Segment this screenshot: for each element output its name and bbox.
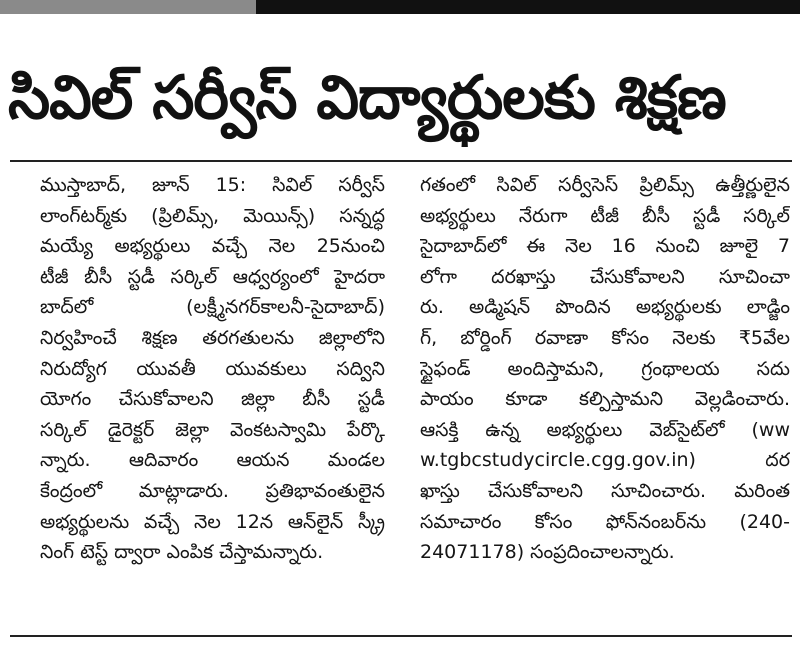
- column-line: గ్, బోర్డింగ్ రవాణా కోసం నెలకు ₹5వేల: [420, 326, 790, 349]
- headline-divider: [10, 160, 792, 162]
- column-line: టీజీ బీసీ స్టడీ సర్కిల్ ఆధ్వర్యంలో హైదరా: [40, 265, 385, 288]
- article-column-left: [40, 170, 385, 568]
- masthead-bar-black: [256, 0, 800, 14]
- column-line: మయ్యే అభ్యర్థులు వచ్చే నెల 25నుంచి: [40, 235, 385, 258]
- column-line: కేంద్రంలో మాట్లాడారు. ప్రతిభావంతులైన: [40, 479, 385, 502]
- column-line: ఖాస్తు చేసుకోవాలని సూచించారు. మరింత: [420, 479, 790, 502]
- column-line: 24071178) సంప్రదించాలన్నారు.: [420, 541, 675, 564]
- article-column-right: [420, 170, 790, 568]
- column-line: అభ్యర్థులు నేరుగా టీజీ బీసీ స్టడీ సర్కిల్: [420, 204, 790, 227]
- masthead-bar: [0, 0, 800, 14]
- column-line: సర్కిల్ డైరెక్టర్ జెల్లా వెంకటస్వామి పేర్కొ: [40, 418, 385, 441]
- column-line: రు. అడ్మిషన్ పొందిన అభ్యర్థులకు లాడ్జిం: [420, 296, 790, 319]
- column-line: నిర్వహించే శిక్షణ తరగతులను జిల్లాలోని: [40, 326, 385, 349]
- column-line: బాద్‌లో (లక్ష్మీనగర్‌కాలనీ-సైదాబాద్): [40, 296, 385, 319]
- column-line: నింగ్ టెస్ట్ ద్వారా ఎంపిక చేస్తామన్నారు.: [40, 541, 324, 564]
- column-line: స్టైఫండ్ అందిస్తామని, గ్రంథాలయ సదు: [420, 357, 790, 380]
- column-line: లోగా దరఖాస్తు చేసుకోవాలని సూచించా: [420, 265, 790, 288]
- column-line: w.tgbcstudycircle.cgg.gov.in) దర: [420, 449, 790, 472]
- masthead-bar-gray: [0, 0, 256, 14]
- column-line: లాంగ్‌టర్మ్‌కు (ప్రిలిమ్స్, మెయిన్స్) సన్నద్ధ: [40, 204, 385, 227]
- column-line: ఆసక్తి ఉన్న అభ్యర్థులు వెబ్‌సైట్‌లో (ww: [420, 418, 790, 441]
- article-headline: సివిల్ సర్వీస్ విద్యార్థులకు శిక్షణ: [8, 63, 726, 133]
- column-line: యోగం చేసుకోవాలని జిల్లా బీసీ స్టడీ: [40, 388, 385, 411]
- column-line: అభ్యర్థులను వచ్చే నెల 12న ఆన్‌లైన్ స్క్రీ: [40, 510, 385, 533]
- column-line: సైదాబాద్‌లో ఈ నెల 16 నుంచి జూలై 7: [420, 235, 790, 258]
- column-line: పాయం కూడా కల్పిస్తామని వెల్లడించారు.: [420, 388, 790, 411]
- column-line: ముస్తాబాద్, జూన్ 15: సివిల్ సర్వీస్: [40, 174, 385, 196]
- column-line: నిరుద్యోగ యువతీ యువకులు సద్విని: [40, 357, 385, 380]
- column-line: సమాచారం కోసం ఫోన్‌నంబర్‌ను (240-: [420, 510, 790, 533]
- article-bottom-rule: [10, 635, 792, 637]
- column-line: న్నారు. ఆదివారం ఆయన మండల: [40, 449, 385, 472]
- column-line: గతంలో సివిల్ సర్వీసెస్ ప్రిలిమ్స్ ఉత్తీర్ణులైన: [420, 174, 790, 196]
